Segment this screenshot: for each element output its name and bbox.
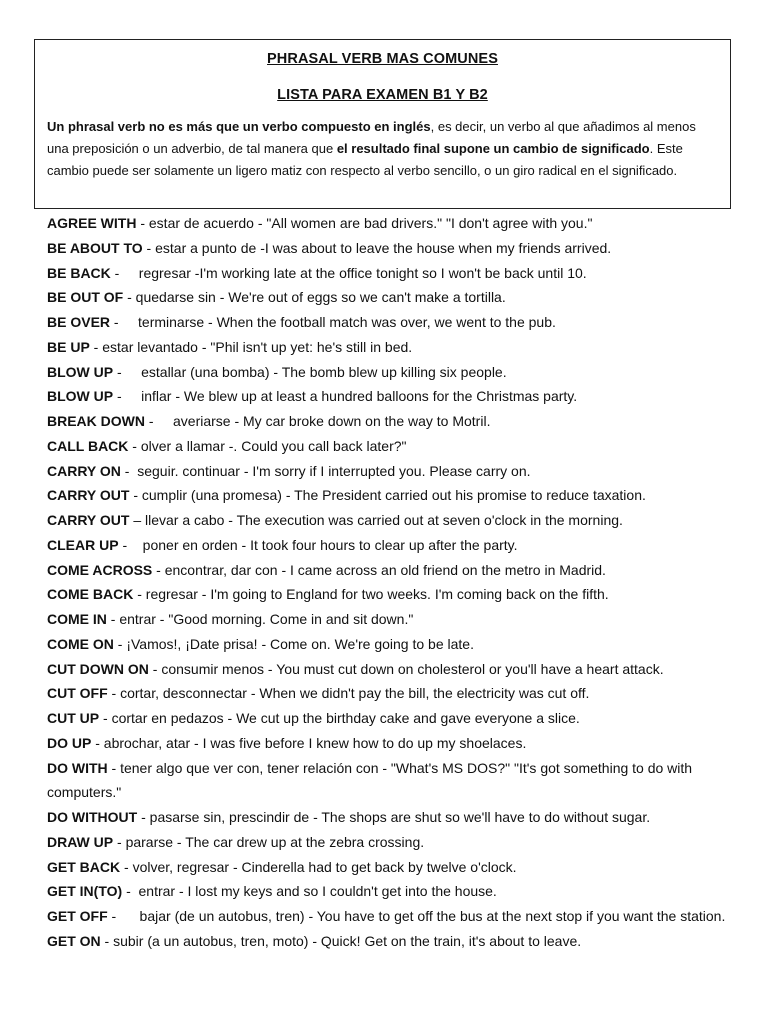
- phrasal-verb-term: DRAW UP: [47, 833, 114, 850]
- phrasal-verb-definition: - entrar - "Good morning. Come in and sit down.": [106, 611, 414, 627]
- list-item: [47, 855, 737, 880]
- phrasal-verb-definition: - pararse - The car drew up at the zebra crossing.: [113, 833, 425, 850]
- phrasal-verb-definition: - ¡Vamos!, ¡Date prisa! - Come on. We're going to be late.: [113, 635, 474, 652]
- intro-text-1: , es decir, un verbo al que añadimos al menos una preposición o un adverbio, de tal manera que: [47, 119, 696, 156]
- intro-bold-1: Un phrasal verb no es más que un verbo compuesto en inglés: [47, 119, 431, 134]
- phrasal-verb-term: CARRY OUT: [47, 512, 130, 528]
- list-item: [47, 459, 737, 484]
- phrasal-verb-term: GET OFF: [47, 908, 108, 924]
- list-item: [47, 879, 737, 904]
- phrasal-verb-term: COME ACROSS: [47, 561, 153, 578]
- phrasal-verb-definition: - quedarse sin - We're out of eggs so we can't make a tortilla.: [123, 289, 506, 306]
- list-item: [47, 236, 737, 261]
- phrasal-verb-definition: - seguir. continuar - I'm sorry if I interrupted you. Please carry on.: [120, 462, 531, 479]
- phrasal-verb-list: [47, 211, 737, 954]
- phrasal-verb-term: BE OVER: [47, 314, 111, 330]
- phrasal-verb-term: GET BACK: [47, 858, 121, 875]
- list-item: [47, 632, 737, 657]
- phrasal-verb-term: CUT DOWN ON: [47, 660, 149, 677]
- list-item: [47, 607, 737, 632]
- phrasal-verb-term: CARRY OUT: [47, 487, 130, 504]
- phrasal-verb-definition: - abrochar, atar - I was five before I knew how to do up my shoelaces.: [91, 734, 527, 751]
- list-item: [47, 335, 737, 360]
- phrasal-verb-term: DO WITHOUT: [47, 809, 138, 825]
- phrasal-verb-definition: - cortar en pedazos - We cut up the birthday cake and gave everyone a slice.: [99, 710, 580, 726]
- list-item: [47, 681, 737, 706]
- phrasal-verb-term: GET IN(TO): [47, 883, 123, 900]
- phrasal-verb-term: COME BACK: [47, 586, 134, 603]
- list-item: [47, 409, 737, 434]
- phrasal-verb-term: BLOW UP: [47, 363, 114, 380]
- list-item: [47, 904, 737, 929]
- phrasal-verb-term: BE OUT OF: [47, 289, 124, 306]
- phrasal-verb-term: COME IN: [47, 611, 107, 627]
- phrasal-verb-term: BE UP: [47, 338, 90, 355]
- intro-paragraph: [47, 116, 717, 182]
- phrasal-verb-definition: - estar levantado - "Phil isn't up yet: he's still in bed.: [89, 338, 413, 355]
- phrasal-verb-term: CUT OFF: [47, 685, 108, 702]
- list-item: [47, 558, 737, 583]
- list-item: [47, 533, 737, 558]
- phrasal-verb-definition: - bajar (de un autobus, tren) - You have to get off the bus at the next stop if you want the station.: [107, 908, 726, 924]
- phrasal-verb-definition: - volver, regresar - Cinderella had to get back by twelve o'clock.: [120, 858, 517, 875]
- phrasal-verb-definition: - pasarse sin, prescindir de - The shops are shut so we'll have to do without sugar.: [137, 809, 651, 825]
- phrasal-verb-definition: - entrar - I lost my keys and so I couldn't get into the house.: [122, 883, 497, 900]
- phrasal-verb-definition: - poner en orden - It took four hours to clear up after the party.: [118, 536, 518, 553]
- document-title: PHRASAL VERB MAS COMUNES: [267, 51, 498, 67]
- phrasal-verb-term: BE ABOUT TO: [47, 239, 143, 256]
- list-item: [47, 211, 737, 236]
- phrasal-verb-definition: - cortar, desconnectar - When we didn't pay the bill, the electricity was cut off.: [107, 685, 590, 702]
- phrasal-verb-definition: - averiarse - My car broke down on the way to Motril.: [145, 413, 491, 429]
- phrasal-verb-definition: - subir (a un autobus, tren, moto) - Quick! Get on the train, it's about to leave.: [100, 932, 582, 949]
- phrasal-verb-term: BE BACK: [47, 264, 111, 281]
- phrasal-verb-term: AGREE WITH: [47, 215, 137, 231]
- document-subtitle: LISTA PARA EXAMEN B1 Y B2: [277, 87, 488, 103]
- phrasal-verb-term: CARRY ON: [47, 462, 121, 479]
- list-item: [47, 657, 737, 682]
- phrasal-verb-definition: – llevar a cabo - The execution was carried out at seven o'clock in the morning.: [129, 512, 623, 528]
- phrasal-verb-definition: - regresar - I'm going to England for two weeks. I'm coming back on the fifth.: [133, 586, 609, 603]
- list-item: [47, 310, 737, 335]
- phrasal-verb-term: CUT UP: [47, 710, 100, 726]
- phrasal-verb-definition: - cumplir (una promesa) - The President carried out his promise to reduce taxation.: [129, 487, 646, 504]
- phrasal-verb-definition: - olver a llamar -. Could you call back later?": [128, 437, 407, 454]
- phrasal-verb-term: CALL BACK: [47, 437, 129, 454]
- intro-bold-2: el resultado final supone un cambio de significado: [336, 141, 650, 156]
- phrasal-verb-definition: - tener algo que ver con, tener relación con - "What's MS DOS?" "It's got something to do with computers.": [47, 759, 696, 801]
- list-item: [47, 285, 737, 310]
- list-item: [47, 360, 737, 385]
- phrasal-verb-term: CLEAR UP: [47, 536, 119, 553]
- list-item: [47, 706, 737, 731]
- phrasal-verb-term: DO UP: [47, 734, 92, 751]
- phrasal-verb-definition: - regresar -I'm working late at the office tonight so I won't be back until 10.: [110, 264, 587, 281]
- list-item: [47, 384, 737, 409]
- phrasal-verb-term: BREAK DOWN: [47, 413, 145, 429]
- list-item: [47, 830, 737, 855]
- header-box: [34, 39, 731, 209]
- phrasal-verb-definition: - consumir menos - You must cut down on cholesterol or you'll have a heart attack.: [148, 660, 664, 677]
- list-item: [47, 261, 737, 286]
- phrasal-verb-term: COME ON: [47, 635, 114, 652]
- phrasal-verb-term: DO WITH: [47, 759, 108, 776]
- list-item: [47, 434, 737, 459]
- phrasal-verb-definition: - encontrar, dar con - I came across an old friend on the metro in Madrid.: [152, 561, 606, 578]
- phrasal-verb-definition: - estar a punto de -I was about to leave the house when my friends arrived.: [142, 239, 612, 256]
- phrasal-verb-definition: - estar de acuerdo - "All women are bad drivers." "I don't agree with you.": [136, 215, 593, 231]
- phrasal-verb-definition: - estallar (una bomba) - The bomb blew up killing six people.: [113, 363, 507, 380]
- list-item: [47, 756, 737, 806]
- list-item: [47, 929, 737, 954]
- phrasal-verb-definition: - terminarse - When the football match was over, we went to the pub.: [110, 314, 556, 330]
- list-item: [47, 508, 737, 533]
- phrasal-verb-term: GET ON: [47, 932, 101, 949]
- phrasal-verb-definition: - inflar - We blew up at least a hundred balloons for the Christmas party.: [113, 388, 578, 405]
- intro-text-2: . Este cambio puede ser solamente un ligero matiz con respecto al verbo sencillo, o un giro radical en el significado.: [47, 141, 683, 178]
- list-item: [47, 582, 737, 607]
- list-item: [47, 805, 737, 830]
- phrasal-verb-term: BLOW UP: [47, 388, 114, 405]
- list-item: [47, 483, 737, 508]
- list-item: [47, 731, 737, 756]
